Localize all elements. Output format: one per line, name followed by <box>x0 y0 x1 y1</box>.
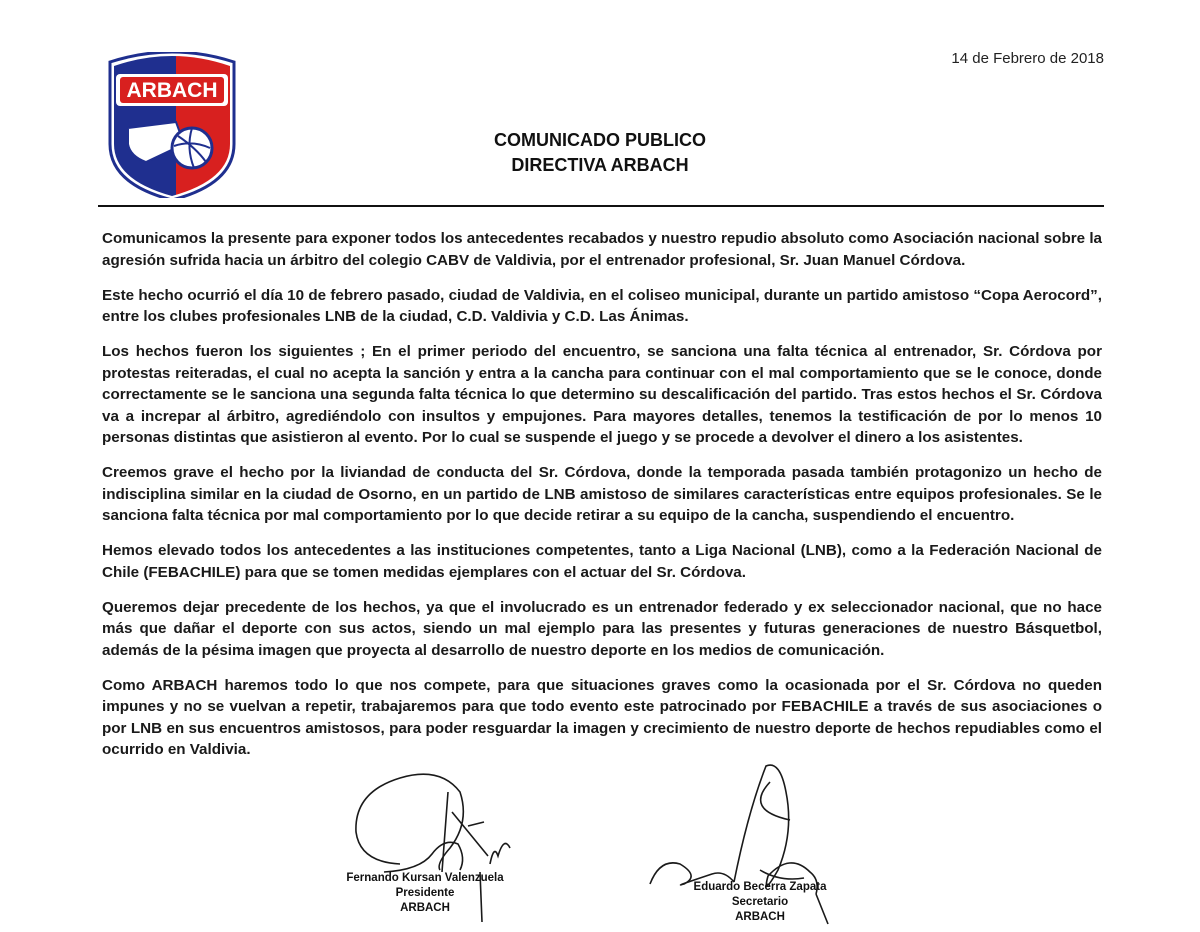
header-divider <box>98 205 1104 207</box>
paragraph: Comunicamos la presente para exponer todos los antecedentes recabados y nuestro repudio absoluto como Asociación nacional sobre la agresión sufrida hacia un árbitro del colegio CABV de Valdivia, por el entrenador profesional, Sr. Juan Manuel Córdova. <box>102 230 1102 269</box>
svg-text:ARBACH: ARBACH <box>126 79 218 102</box>
title-line-1: COMUNICADO PUBLICO <box>494 130 706 150</box>
paragraph: Como ARBACH haremos todo lo que nos compete, para que situaciones graves como la ocasionada por el Sr. Córdova no queden impunes y no se vuelvan a repetir, trabajaremos para que todo evento este patrocinado por FEBACHILE a través de sus asociaciones o por LNB en sus encuentros amistosos, para poder resguardar la imagen y crecimiento de nuestro deporte de hechos repudiables como el ocurrido en Valdivia. <box>102 676 1102 758</box>
document-body <box>102 228 1102 774</box>
signer-name: Eduardo Becerra Zapata <box>693 881 827 893</box>
signer-name: Fernando Kursan Valenzuela <box>346 872 504 884</box>
title-line-2: DIRECTIVA ARBACH <box>511 155 689 175</box>
signature-block-secretary <box>670 880 850 925</box>
signer-org: ARBACH <box>400 902 450 914</box>
document-date: 14 de Febrero de 2018 <box>951 50 1104 67</box>
paragraph: Hemos elevado todos los antecedentes a las instituciones competentes, tanto a Liga Nacional (LNB), como a la Federación Nacional de Chile (FEBACHILE) para que se tomen medidas ejemplares con el actuar del Sr. Córdova. <box>102 542 1102 581</box>
paragraph: Queremos dejar precedente de los hechos, ya que el involucrado es un entrenador federado y ex seleccionador nacional, que no hace más que dañar el deporte con sus actos, siendo un mal ejemplo para las presentes y futuras generaciones de nuestro Básquetbol, además de la pésima imagen que proyecta al desarrollo de nuestro deporte en los medios de comunicación. <box>102 598 1102 659</box>
signature-block-president <box>335 871 515 916</box>
paragraph: Este hecho ocurrió el día 10 de febrero pasado, ciudad de Valdivia, en el coliseo municipal, durante un partido amistoso “Copa Aerocord”, entre los clubes profesionales LNB de la ciudad, C.D. Valdivia y C.D. Las Ánimas. <box>102 286 1102 325</box>
signer-role: Secretario <box>731 896 789 908</box>
signer-role: Presidente <box>395 887 455 899</box>
paragraph: Creemos grave el hecho por la liviandad de conducta del Sr. Córdova, donde la temporada pasada también protagonizo un hecho de indisciplina similar en la ciudad de Osorno, en un partido de LNB amistoso de similares características entre equipos profesionales. Se le sanciona falta técnica por mal comportamiento por lo que decide retirar a su equipo de la cancha, suspendiendo el encuentro. <box>102 464 1102 524</box>
paragraph: Los hechos fueron los siguientes ; En el primer periodo del encuentro, se sanciona una falta técnica al entrenador, Sr. Córdova por protestas reiteradas, el cual no acepta la sanción y entra a la cancha para continuar con el mal comportamiento que se le conoce, donde correctamente se le sanciona una segunda falta técnica lo que determino su descalificación del partido. Tras estos hechos el Sr. Córdova va a increpar al árbitro, agrediéndolo con insultos y empujones. Para mayores detalles, tenemos la testificación de por lo menos 10 personas distintas que asistieron al evento. Por lo cual se suspende el juego y se procede a devolver el dinero a los asistentes. <box>102 343 1102 446</box>
document-title <box>400 128 800 178</box>
arbach-logo <box>106 52 238 198</box>
signer-org: ARBACH <box>735 911 785 923</box>
